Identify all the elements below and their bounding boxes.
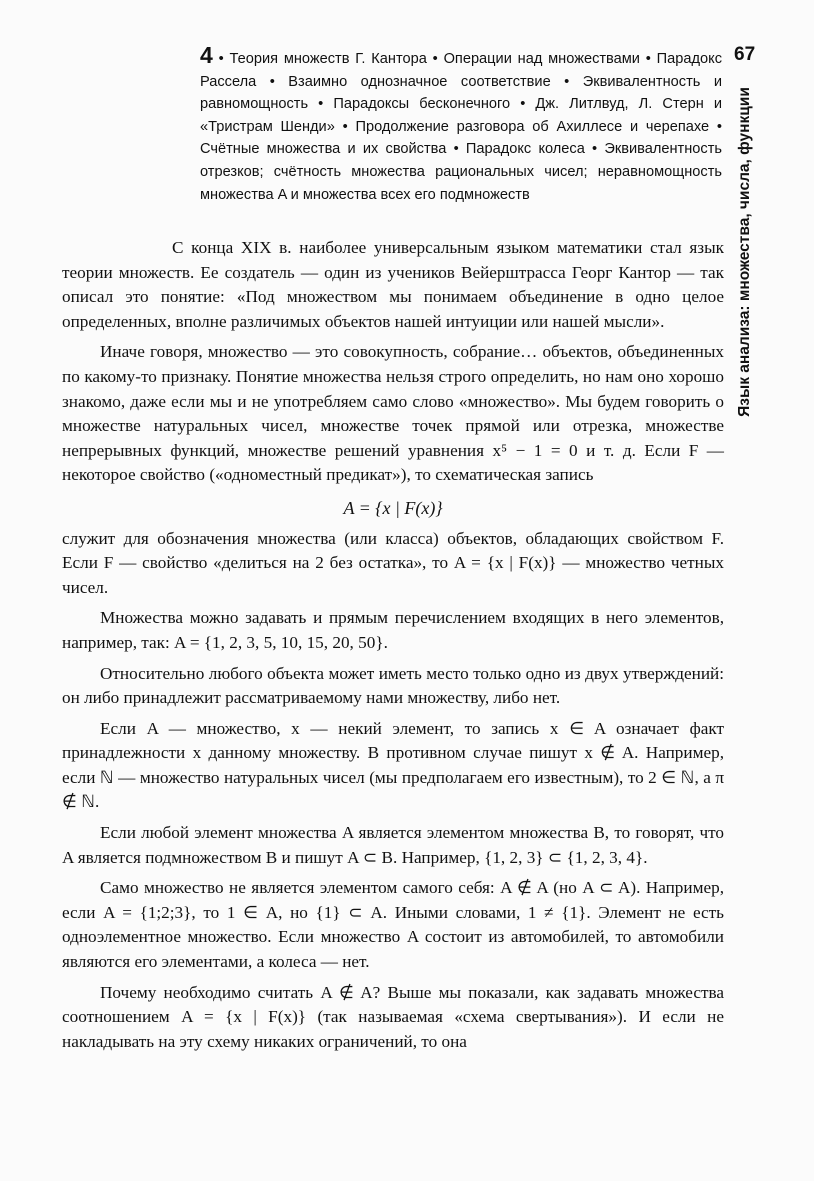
running-header-side: Язык анализа: множества, числа, функции xyxy=(736,87,753,417)
paragraph-2: Иначе говоря, множество — это совокупность, собрание… объектов, объединенных по какому-то признаку. Понятие множества нельзя строго определить, но нам оно хорошо знакомо, даже если мы и не употребляем само слово «множество». Мы будем говорить о множестве натуральных чисел, множестве точек прямой или отрезка, множестве непрерывных функций, множестве решений уравнения x⁵ − 1 = 0 и т. д. Если F — некоторое свойство («одноместный предикат»), то схематическая запись xyxy=(62,342,724,485)
page-number: 67 xyxy=(734,44,756,65)
chapter-topics: • Теория множеств Г. Кантора • Операции над множествами • Парадокс Рассела • Взаимно однозначное соответствие • Эквивалентность и равномощность • Парадоксы бесконечного • Дж. Литлвуд, Л. Стерн и «Тристрам Шенди» • Продолжение разговора об Ахиллесе и черепахе • Счётные множества и их свойства • Парадокс колеса • Эквивалентность отрезков; счётность множества рациональных чисел; неравномощность множества A и множества всех его подмножеств xyxy=(200,51,722,203)
chapter-heading xyxy=(200,44,722,206)
paragraph-9: Почему необходимо считать A ∉ A? Выше мы показали, как задавать множества соотношением A = {x | F(x)} (так называемая «схема свертывания»). И если не накладывать на эту схему никаких ограничений, то она xyxy=(62,982,724,1051)
paragraph-8: Само множество не является элементом самого себя: A ∉ A (но A ⊂ A). Например, если A = {1;2;3}, то 1 ∈ A, но {1} ⊂ A. Иными словами, 1 ≠ {1}. Элемент не есть одноэлементное множество. Если множество A состоит из автомобилей, то автомобили являются его элементами, а колеса — нет. xyxy=(62,878,724,972)
paragraph-3: служит для обозначения множества (или класса) объектов, обладающих свойством F. Если F — свойство «делиться на 2 без остатка», то A = {x | F(x)} — множество четных чисел. xyxy=(62,528,724,597)
paragraph-7: Если любой элемент множества A является элементом множества B, то говорят, что A является подмножеством B и пишут A ⊂ B. Например, {1, 2, 3} ⊂ {1, 2, 3, 4}. xyxy=(62,823,724,867)
formula-set-builder: A = {x | F(x)} xyxy=(343,497,443,518)
paragraph-6: Если A — множество, x — некий элемент, то запись x ∈ A означает факт принадлежности x данному множеству. В противном случае пишут x ∉ A. Например, если ℕ — множество натуральных чисел (мы предполагаем его известным), то 2 ∈ ℕ, а π ∉ ℕ. xyxy=(62,718,724,812)
chapter-number: 4 xyxy=(200,42,213,68)
paragraph-5: Относительно любого объекта может иметь место только одно из двух утверждений: он либо принадлежит рассматриваемому нами множеству, либо нет. xyxy=(62,663,724,708)
paragraph-1: С конца XIX в. наиболее универсальным языком математики стал язык теории множеств. Ее создатель — один из учеников Вейерштрасса Георг Кантор — так описал это понятие: «Под множеством мы понимаем объединение в одно целое определенных, вполне различимых объектов нашей интуиции или нашей мысли». xyxy=(62,238,724,331)
main-text xyxy=(62,236,724,1054)
paragraph-4: Множества можно задавать и прямым перечислением входящих в него элементов, например, так: A = {1, 2, 3, 5, 10, 15, 20, 50}. xyxy=(62,608,724,652)
